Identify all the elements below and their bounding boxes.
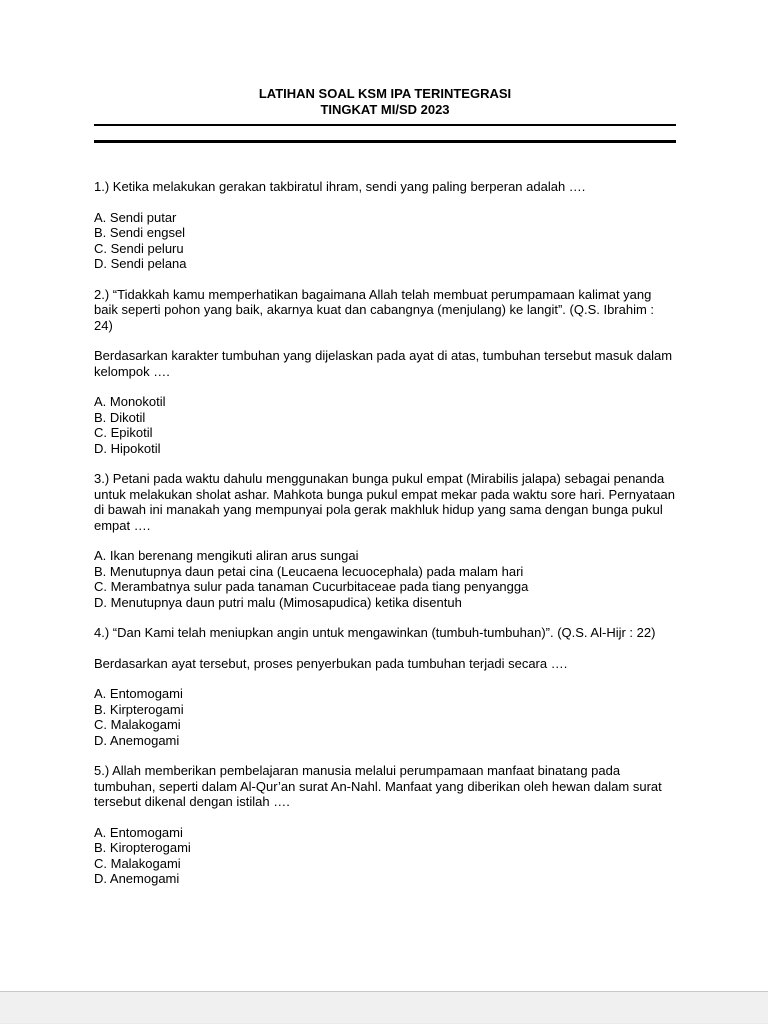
option-item: C. Sendi peluru xyxy=(94,240,184,256)
options-group xyxy=(94,210,676,272)
question-block-2 xyxy=(94,287,676,457)
option-item: B. Sendi engsel xyxy=(94,225,186,240)
option-item: B. Kiropterogami xyxy=(94,840,191,855)
question-text: Berdasarkan ayat tersebut, proses penyerbukan pada tumbuhan terjadi secara …. xyxy=(94,655,568,671)
question-block-4 xyxy=(94,625,676,748)
option-item: C. Malakogami xyxy=(94,717,181,732)
question-text: 2.) “Tidakkah kamu memperhatikan bagaimana Allah telah membuat perumpamaan kalimat yang baik seperti pohon yang baik, akarnya kuat dan cabangnya (menjulang) ke langit”. (Q.S. Ibrahim : 24) xyxy=(94,286,655,333)
options-group xyxy=(94,825,676,887)
question-list xyxy=(94,179,676,887)
header-rule xyxy=(94,140,676,143)
option-item: B. Kirpterogami xyxy=(94,701,184,717)
options-group xyxy=(94,394,676,456)
question-text: 5.) Allah memberikan pembelajaran manusia melalui perumpamaan manfaat binatang pada tumbuhan, seperti dalam Al-Qur’an surat An-Nahl. Manfaat yang diberikan oleh hewan dalam surat tersebut dikenal dengan istilah …. xyxy=(94,763,662,809)
option-item: C. Epikotil xyxy=(94,425,153,440)
question-block-3 xyxy=(94,471,676,610)
option-item: D. Hipokotil xyxy=(94,440,161,456)
option-item: B. Dikotil xyxy=(94,409,146,425)
option-item: C. Malakogami xyxy=(94,855,181,871)
page-background xyxy=(0,992,768,1023)
options-group xyxy=(94,548,676,610)
option-item: B. Menutupnya daun petai cina (Leucaena lecuocephala) pada malam hari xyxy=(94,563,524,579)
option-item: D. Sendi pelana xyxy=(94,256,187,271)
document-title-line2: TINGKAT MI/SD 2023 xyxy=(320,101,450,117)
option-item: D. Anemogami xyxy=(94,871,180,886)
option-item: A. Monokotil xyxy=(94,394,166,409)
option-item: A. Entomogami xyxy=(94,824,183,840)
question-text: Berdasarkan karakter tumbuhan yang dijelaskan pada ayat di atas, tumbuhan tersebut masuk dalam kelompok …. xyxy=(94,348,673,379)
option-item: A. Ikan berenang mengikuti aliran arus sungai xyxy=(94,548,359,563)
question-block-1 xyxy=(94,179,676,272)
option-item: D. Menutupnya daun putri malu (Mimosapudica) ketika disentuh xyxy=(94,594,462,610)
document-title-line1: LATIHAN SOAL KSM IPA TERINTEGRASI xyxy=(258,86,512,101)
option-item: A. Entomogami xyxy=(94,686,183,701)
option-item: C. Merambatnya sulur pada tanaman Cucurbitaceae pada tiang penyangga xyxy=(94,579,529,594)
question-text: 1.) Ketika melakukan gerakan takbiratul ihram, sendi yang paling berperan adalah …. xyxy=(94,179,586,194)
question-text: 3.) Petani pada waktu dahulu menggunakan bunga pukul empat (Mirabilis jalapa) sebagai penanda untuk melakukan sholat ashar. Mahkota bunga pukul empat mekar pada waktu sore hari. Pernyataan di bawah ini manakah yang mempunyai pola gerak makhluk hidup yang sama dengan bunga pukul empat …. xyxy=(94,471,676,533)
question-block-5 xyxy=(94,763,676,887)
document-header xyxy=(94,86,676,126)
question-text: 4.) “Dan Kami telah meniupkan angin untuk mengawinkan (tumbuh-tumbuhan)”. (Q.S. Al-Hijr : 22) xyxy=(94,625,656,640)
options-group xyxy=(94,686,676,748)
option-item: A. Sendi putar xyxy=(94,209,177,225)
option-item: D. Anemogami xyxy=(94,732,180,748)
